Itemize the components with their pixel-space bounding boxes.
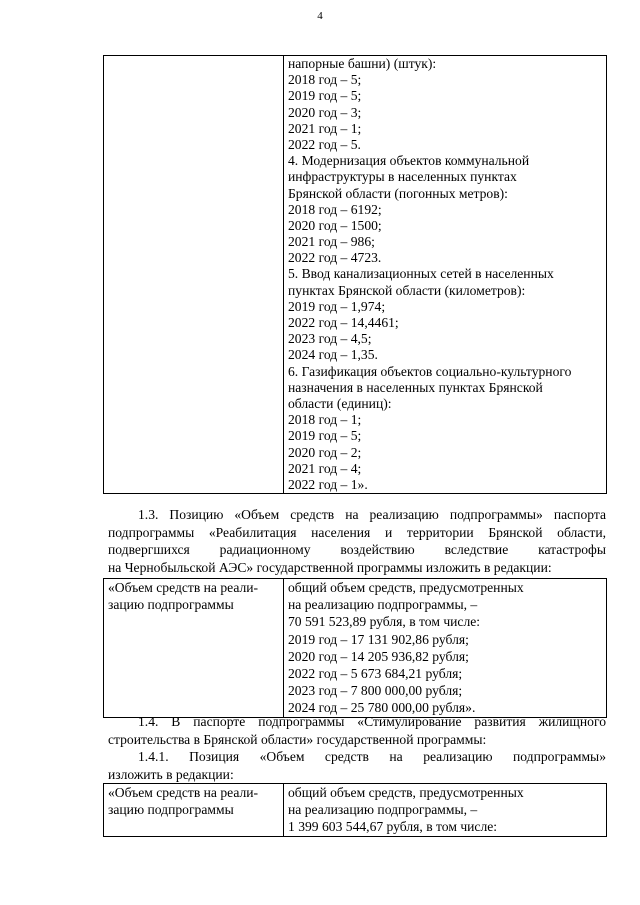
cell-text-line: 6. Газификация объектов социально-культурного [288, 363, 572, 379]
cell-text-line: 2019 год – 5; [288, 428, 362, 444]
cell-text-line: 2022 год – 1». [288, 476, 368, 492]
cell-text-line: на реализацию подпрограммы, – [288, 802, 478, 818]
cell-text-line: 2024 год – 1,35. [288, 347, 378, 363]
cell-text-line: «Объем средств на реали- [108, 580, 259, 595]
cell-text-line: 2018 год – 5; [288, 72, 362, 88]
cell-text-line: инфраструктуры в населенных пунктах [288, 169, 517, 185]
rehabilitation-funding-label-cell [104, 579, 284, 718]
paragraph-line: 1.4. В паспорте подпрограммы «Стимулирование развития жилищного [138, 714, 606, 729]
cell-text-line: 2018 год – 6192; [288, 201, 382, 217]
paragraph-line: изложить в редакции: [108, 766, 234, 782]
cell-text-line: 5. Ввод канализационных сетей в населенных [288, 266, 554, 282]
cell-text-line: «Объем средств на реали- [108, 785, 259, 800]
paragraph-line: подпрограммы «Реабилитация населения и территории Брянской области, [108, 524, 606, 540]
cell-text-line: 2024 год – 25 780 000,00 рубля». [288, 700, 476, 716]
paragraph-1-4-1 [108, 748, 606, 783]
cell-text-line: 2019 год – 1,974; [288, 298, 386, 314]
cell-text-line: 2023 год – 7 800 000,00 рубля; [288, 683, 463, 699]
paragraph-line: на Чернобыльской АЭС» государственной программы изложить в редакции: [108, 559, 552, 575]
paragraph-line: 1.4.1. Позиция «Объем средств на реализацию подпрограммы» [138, 749, 606, 764]
cell-text-line: зацию подпрограммы [108, 802, 234, 818]
cell-text-line: 70 591 523,89 рубля, в том числе: [288, 614, 481, 630]
targets-table-left-cell [104, 56, 284, 494]
paragraph-line: строительства в Брянской области» государственной программы: [108, 731, 487, 747]
cell-text-line: 2022 год – 4723. [288, 250, 382, 266]
cell-text-line: 2018 год – 1; [288, 412, 362, 428]
paragraph-line: подвергшихся радиационному воздействию вследствие катастрофы [108, 542, 606, 557]
cell-text-line: пунктах Брянской области (километров): [288, 282, 526, 298]
cell-text-line: назначения в населенных пунктах Брянской [288, 379, 543, 395]
rehabilitation-funding-table [103, 578, 607, 718]
targets-table [103, 55, 607, 494]
cell-text-line: 4. Модернизация объектов коммунальной [288, 153, 530, 169]
rehabilitation-funding-value-cell [284, 579, 607, 718]
cell-text-line: зацию подпрограммы [108, 597, 234, 613]
page-number: 4 [317, 10, 323, 22]
housing-funding-value-cell [284, 784, 607, 837]
cell-text-line: 2022 год – 5. [288, 136, 361, 152]
cell-text-line: 2022 год – 14,4461; [288, 315, 399, 330]
cell-text-line: 2021 год – 4; [288, 460, 362, 476]
paragraph-line: 1.3. Позицию «Объем средств на реализацию подпрограммы» паспорта [138, 507, 606, 522]
housing-funding-label-cell [104, 784, 284, 837]
cell-text-line: общий объем средств, предусмотренных [288, 580, 524, 595]
cell-text-line: 2021 год – 1; [288, 120, 362, 136]
cell-text-line: 2023 год – 4,5; [288, 331, 372, 347]
housing-funding-table [103, 783, 607, 837]
cell-text-line: на реализацию подпрограммы, – [288, 597, 478, 613]
cell-text-line: 2020 год – 3; [288, 104, 362, 120]
targets-table-right-cell [284, 56, 607, 494]
cell-text-line: общий объем средств, предусмотренных [288, 785, 524, 800]
paragraph-1-4 [108, 713, 606, 748]
cell-text-line: 2019 год – 5; [288, 88, 362, 104]
cell-text-line: 2020 год – 1500; [288, 217, 382, 233]
cell-text-line: Брянской области (погонных метров): [288, 185, 508, 201]
cell-text-line: 2021 год – 986; [288, 234, 375, 250]
cell-text-line: 2020 год – 14 205 936,82 рубля; [288, 648, 469, 664]
cell-text-line: 2019 год – 17 131 902,86 рубля; [288, 631, 469, 647]
cell-text-line: 1 399 603 544,67 рубля, в том числе: [288, 819, 498, 835]
cell-text-line: 2022 год – 5 673 684,21 рубля; [288, 665, 463, 681]
paragraph-1-3 [108, 506, 606, 576]
cell-text-line: области (единиц): [288, 395, 392, 411]
cell-text-line: 2020 год – 2; [288, 444, 362, 460]
cell-text-line: напорные башни) (штук): [288, 56, 437, 71]
